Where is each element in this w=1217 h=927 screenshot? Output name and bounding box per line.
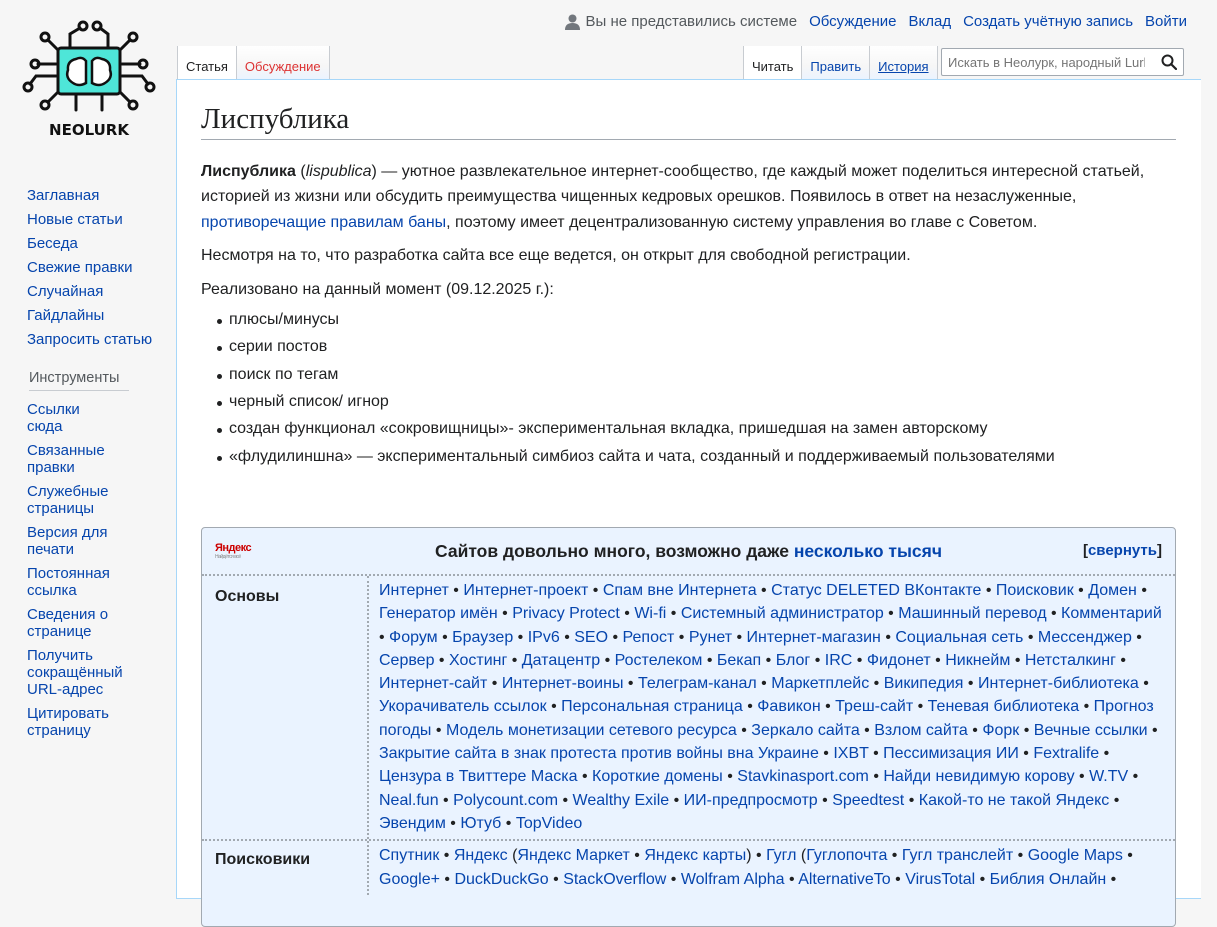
navbox-group-links: Спутник • Яндекс (Яндекс Маркет • Яндекс карты) • Гугл (Гуглопочта • Гугл транслейт • Google Maps • Google+ • DuckDuckGo • StackOverflow • Wolfram Alpha • AlternativeTo • VirusTotal • Библия Онлайн • [379, 847, 1133, 888]
navbox-link[interactable]: Какой-то не такой Яндекс [918, 791, 1110, 809]
navbox-link[interactable]: Яндекс [453, 847, 508, 865]
navbox-link[interactable]: Социальная сеть [895, 628, 1024, 646]
registration-paragraph: Несмотря на то, что разработка сайта все еще ведется, он открыт для свободной регистрации. [201, 247, 911, 265]
navbox-link[interactable]: Персональная страница [561, 698, 743, 716]
navbox-link[interactable]: Никнейм [945, 651, 1011, 669]
sidebar-item-recent-changes[interactable]: Свежие правки [27, 259, 133, 276]
navbox-link[interactable]: Stavkinasport.com [737, 768, 869, 786]
navbox-title-text: Сайтов довольно много, возможно даже [435, 540, 789, 561]
sidebar [27, 187, 167, 746]
search-button[interactable] [1161, 54, 1177, 75]
navbox-link[interactable]: Датацентр [521, 651, 601, 669]
navbox-link[interactable]: Системный администратор [680, 605, 884, 623]
navbox-link[interactable]: Машинный перевод [898, 605, 1047, 623]
anon-user-text: Вы не представились системе [585, 13, 798, 30]
sidebar-navigation [27, 187, 167, 348]
navbox-link[interactable]: Нетсталкинг [1024, 651, 1116, 669]
navbox-link[interactable]: StackOverflow [563, 870, 667, 888]
anon-user [565, 13, 798, 30]
navbox-title [202, 528, 1175, 576]
sidebar-item-related-changes[interactable]: Связанные правки [27, 442, 105, 476]
navbox-row-search-engines [202, 841, 1175, 895]
navbox-link[interactable]: Закрытие сайта в знак протеста против войны вна Украине [379, 745, 819, 763]
collapse-bracket-open: [ [1082, 542, 1088, 559]
implemented-paragraph: Реализовано на данный момент (09.12.2025 г.): [201, 280, 554, 298]
navbox-link[interactable]: Wolfram Alpha [680, 870, 785, 888]
navbox-title-link[interactable]: несколько тысяч [793, 540, 942, 561]
navbox-link[interactable]: Fextralife [1033, 745, 1100, 763]
sidebar-item-random[interactable]: Случайная [27, 283, 104, 300]
navbox-link[interactable]: Интернет-библиотека [977, 675, 1139, 693]
navbox-link[interactable]: Треш-сайт [835, 698, 914, 716]
login-link[interactable]: Войти [1145, 13, 1187, 30]
navbox-link[interactable]: Google Maps [1027, 847, 1123, 865]
navbox-link[interactable]: Мессенджер [1037, 628, 1132, 646]
navbox-link[interactable]: Пессимизация ИИ [883, 745, 1019, 763]
page-title: Лиспублика [201, 103, 1176, 140]
intro-paragraph [201, 159, 1161, 235]
sidebar-item-cite[interactable]: Цитировать страницу [27, 705, 109, 739]
navbox-link[interactable]: Гугл [766, 847, 797, 865]
navbox-link[interactable]: Ростелеком [614, 651, 703, 669]
sidebar-item-what-links-here[interactable]: Ссылки сюда [27, 401, 80, 435]
navbox-link[interactable]: Модель монетизации сетевого ресурса [445, 721, 737, 739]
view-tabs [743, 46, 938, 80]
navbox-link[interactable]: Интернет [379, 582, 449, 599]
sidebar-item-short-url[interactable]: Получить сокращённый URL-адрес [27, 647, 123, 698]
logo-text: NEOLURK [49, 121, 129, 139]
navbox-link[interactable]: TopVideo [515, 814, 583, 832]
create-account-link[interactable]: Создать учётную запись [963, 13, 1134, 30]
navbox-link[interactable]: Яндекс Маркет [517, 847, 630, 865]
navbox-link[interactable]: Форум [389, 628, 438, 646]
navbox-link[interactable]: Фавикон [757, 698, 821, 716]
list-item: «флудилиншна» — экспериментальный симбиоз сайта и чата, созданный и поддерживаемый пользователями [229, 448, 1177, 465]
features-list [201, 311, 1177, 464]
navbox-group-header: Основы [202, 576, 369, 839]
sidebar-item-new-articles[interactable]: Новые статьи [27, 211, 123, 228]
navbox-link[interactable]: Комментарий [1061, 605, 1162, 623]
yandex-logo-text: Яндекс [215, 542, 252, 554]
navbox-group-header: Поисковики [202, 841, 369, 895]
navbox-collapse [1083, 542, 1162, 559]
sidebar-item-guidelines[interactable]: Гайдлайны [27, 307, 105, 324]
sidebar-item-request-article[interactable]: Запросить статью [27, 331, 153, 348]
navbox-link[interactable]: Сервер [379, 651, 435, 669]
navbox-link[interactable]: Телеграм-канал [637, 675, 757, 693]
site-logo[interactable] [20, 14, 160, 144]
list-item: создан функционал «сокровищницы»- экспериментальная вкладка, пришедшая на замен авторскому [229, 420, 1177, 437]
navbox-link[interactable]: Speedtest [832, 791, 905, 809]
navbox-link[interactable]: Гуглопочта [806, 847, 888, 865]
navbox-link[interactable]: ИИ-предпросмотр [683, 791, 818, 809]
intro-bold-term: Лиспублика [201, 163, 296, 180]
navbox-link[interactable]: Зеркало сайта [751, 721, 860, 739]
sidebar-item-printable[interactable]: Версия для печати [27, 524, 108, 558]
navbox-link[interactable]: Домен [1088, 582, 1137, 599]
navbox-link[interactable]: Цензура в Твиттере Маска [379, 768, 578, 786]
my-talk-link[interactable]: Обсуждение [809, 13, 897, 30]
navbox-link[interactable]: Интернет-магазин [746, 628, 881, 646]
navbox-link[interactable]: IXBT [833, 745, 869, 763]
navbox-link[interactable]: W.TV [1089, 768, 1129, 786]
tab-read[interactable]: Читать [743, 46, 802, 80]
sidebar-item-chat[interactable]: Беседа [27, 235, 78, 252]
my-contributions-link[interactable]: Вклад [908, 13, 952, 30]
tab-article[interactable]: Статья [177, 46, 237, 80]
navbox-link[interactable]: Интернет-проект [463, 582, 589, 599]
navbox-link[interactable]: Эвендим [379, 814, 446, 832]
navbox-link[interactable]: Вечные ссылки [1033, 721, 1148, 739]
search-input[interactable] [942, 54, 1147, 71]
search-icon [1161, 54, 1177, 70]
navbox-link[interactable]: Библия Онлайн [989, 870, 1107, 888]
list-item: серии постов [229, 338, 1177, 355]
intro-latin-name: lispublica [305, 163, 372, 180]
navbox-group-links: Интернет • Интернет-проект • Спам вне Интернета • Статус DELETED ВКонтакте • Поисковик • Домен • Генератор имён • Privacy Protect • Wi-fi • Системный администратор • Машинный перевод • Комментарий • Форум • Браузер • IPv6 • SEO • Репост • Рунет • Интернет-магазин • Социальная сеть • Мессенджер • Сервер • Хостинг • Датацентр • Ростелеком • Бекап • Блог • IRC • Фидонет • Никнейм • Нетсталкинг • Интернет-сайт • Интернет-воины • Телеграм-канал • Маркетплейс • Википедия • Интернет-библиотека • Укорачиватель ссылок • Персональная страница • Фавикон • Треш-сайт • Теневая библиотека • Прогноз погоды • Модель монетизации сетевого ресурса • Зеркало сайта • Взлом сайта • Форк • Вечные ссылки • Закрытие сайта в знак протеста против войны вна Украине • IXBT • Пессимизация ИИ • Fextralife • Цензура в Твиттере Маска • Короткие домены • Stavkinasport.com • Найди невидимую корову • W.TV • Neal.fun • Polycount.com • Wealthy Exile • ИИ-предпросмотр • Speedtest • Какой-то не такой Яндекс • Эвендим • Ютуб • TopVideo [379, 582, 1162, 832]
list-item: плюсы/минусы [229, 311, 1177, 328]
sites-navbox [201, 527, 1176, 927]
navbox-link[interactable]: Privacy Protect [512, 605, 620, 623]
tab-edit[interactable]: Править [802, 46, 870, 80]
personal-tools [565, 13, 1187, 30]
navbox-link[interactable]: Репост [622, 628, 675, 646]
navbox-link[interactable]: Браузер [452, 628, 514, 646]
navbox-link[interactable]: Маркетплейс [771, 675, 870, 693]
navbox-link[interactable]: Поисковик [995, 582, 1074, 599]
intro-paren: ( [295, 163, 306, 180]
navbox-link[interactable]: AlternativeTo [798, 870, 891, 888]
navbox-link[interactable]: Google+ [379, 870, 440, 888]
navbox-link[interactable]: Генератор имён [379, 605, 498, 623]
namespace-tabs [177, 46, 330, 80]
sidebar-item-main-page[interactable]: Заглавная [27, 187, 100, 204]
sidebar-tools [27, 401, 167, 739]
navbox-link[interactable]: Бекап [716, 651, 762, 669]
collapse-button[interactable]: свернуть [1087, 542, 1157, 559]
navbox-link[interactable]: Гугл транслейт [901, 847, 1014, 865]
navbox-link[interactable]: Интернет-воины [501, 675, 624, 693]
yandex-logo [215, 542, 251, 560]
navbox-link[interactable]: IRC [824, 651, 853, 669]
navbox-link[interactable]: SEO [574, 628, 609, 646]
navbox-link[interactable]: Neal.fun [379, 791, 439, 809]
navbox-link[interactable]: Wealthy Exile [572, 791, 670, 809]
navbox-link[interactable]: Короткие домены [592, 768, 723, 786]
navbox-link[interactable]: Ютуб [460, 814, 502, 832]
list-item: черный список/ игнор [229, 393, 1177, 410]
yandex-logo-sub: Найдётся всё [215, 554, 241, 560]
navbox-link[interactable]: Интернет-сайт [379, 675, 488, 693]
search-box [941, 48, 1184, 76]
navbox-link[interactable]: Фидонет [866, 651, 931, 669]
sidebar-item-permalink[interactable]: Постоянная ссылка [27, 565, 110, 599]
sidebar-tools-heading: Инструменты [29, 370, 129, 391]
navbox-link[interactable]: Википедия [883, 675, 964, 693]
navbox-link[interactable]: Рунет [688, 628, 733, 646]
sidebar-item-page-info[interactable]: Сведения о странице [27, 606, 109, 640]
navbox-link[interactable]: VirusTotal [905, 870, 976, 888]
navbox-link[interactable]: Форк [982, 721, 1020, 739]
navbox-link[interactable]: Хостинг [448, 651, 508, 669]
navbox-link[interactable]: Прогноз погоды [379, 698, 1154, 739]
navbox-link[interactable]: DuckDuckGo [454, 870, 549, 888]
navbox-link[interactable]: Блог [775, 651, 811, 669]
navbox-link[interactable]: Взлом сайта [874, 721, 968, 739]
user-icon [565, 14, 580, 30]
navbox-link[interactable]: Спутник [379, 847, 440, 865]
intro-bans-link[interactable]: противоречащие правилам баны [201, 213, 447, 231]
navbox-link[interactable]: Wi-fi [634, 605, 667, 623]
navbox-link[interactable]: IPv6 [527, 628, 560, 646]
tab-talk[interactable]: Обсуждение [237, 46, 330, 80]
navbox-link[interactable]: Теневая библиотека [927, 698, 1080, 716]
content-area [176, 79, 1201, 899]
navbox-link[interactable]: Найди невидимую корову [883, 768, 1075, 786]
intro-text-2: , поэтому имеет децентрализованную систему управления во главе с Советом. [446, 213, 1038, 231]
navbox-link[interactable]: Яндекс карты [644, 847, 747, 865]
navbox-link[interactable]: Статус DELETED ВКонтакте [771, 582, 982, 599]
collapse-bracket-close: ] [1157, 542, 1162, 559]
navbox-link[interactable]: Укорачиватель ссылок [379, 698, 547, 716]
sidebar-item-special-pages[interactable]: Служебные страницы [27, 483, 109, 517]
list-item: поиск по тегам [229, 366, 1177, 383]
navbox-link[interactable]: Polycount.com [453, 791, 559, 809]
intro-text-1: ) — уютное развлекательное интернет-сообщество, где каждый может поделиться интересной статьей, историей из жизни или обсудить преимущества чищенных кедровых орешков. Появилось в ответ на незаслуженные, [201, 163, 1145, 206]
navbox-row-basics [202, 576, 1175, 841]
brain-chip-icon [20, 14, 160, 144]
navbox-link[interactable]: Спам вне Интернета [602, 582, 757, 599]
tab-history[interactable]: История [870, 46, 937, 80]
